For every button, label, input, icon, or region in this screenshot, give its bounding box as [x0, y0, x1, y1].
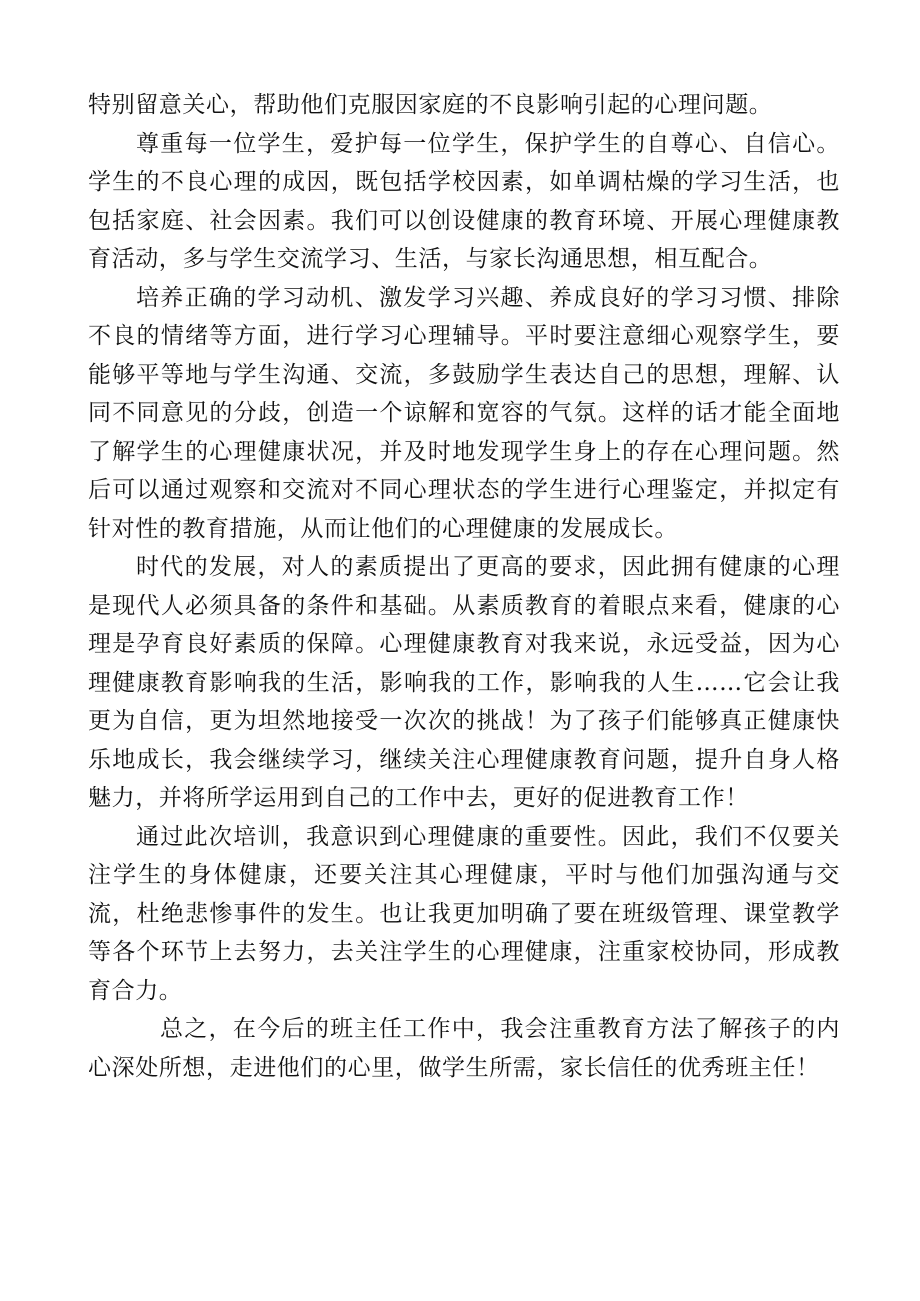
document-body [88, 86, 840, 1087]
paragraph-3: 培养正确的学习动机、激发学习兴趣、养成良好的学习习惯、排除不良的情绪等方面，进行学习心理辅导。平时要注意细心观察学生，要能够平等地与学生沟通、交流，多鼓励学生表达自己的思想，理解、认同不同意见的分歧，创造一个谅解和宽容的气氛。这样的话才能全面地了解学生的心理健康状况，并及时地发现学生身上的存在心理问题。然后可以通过观察和交流对不同心理状态的学生进行心理鉴定，并拟定有针对性的教育措施，从而让他们的心理健康的发展成长。 [88, 284, 840, 542]
paragraph-1: 特别留意关心，帮助他们克服因家庭的不良影响引起的心理问题。 [88, 92, 773, 118]
paragraph-5: 通过此次培训，我意识到心理健康的重要性。因此，我们不仅要关注学生的身体健康，还要关注其心理健康，平时与他们加强沟通与交流，杜绝悲惨事件的发生。也让我更加明确了要在班级管理、课堂教学等各个环节上去努力，去关注学生的心理健康，注重家校协同，形成教育合力。 [88, 823, 840, 1004]
paragraph-4: 时代的发展，对人的素质提出了更高的要求，因此拥有健康的心理是现代人必须具备的条件和基础。从素质教育的着眼点来看，健康的心理是孕育良好素质的保障。心理健康教育对我来说，永远受益，因为心理健康教育影响我的生活，影响我的工作，影响我的人生……它会让我更为自信，更为坦然地接受一次次的挑战！为了孩子们能够真正健康快乐地成长，我会继续学习，继续关注心理健康教育问题，提升自身人格魅力，并将所学运用到自己的工作中去，更好的促进教育工作！ [88, 554, 840, 811]
paragraph-2: 尊重每一位学生，爱护每一位学生，保护学生的自尊心、自信心。学生的不良心理的成因，既包括学校因素，如单调枯燥的学习生活，也包括家庭、社会因素。我们可以创设健康的教育环境、开展心理健康教育活动，多与学生交流学习、生活，与家长沟通思想，相互配合。 [88, 130, 840, 272]
paragraph-6: 总之，在今后的班主任工作中，我会注重教育方法了解孩子的内心深处所想，走进他们的心里，做学生所需，家长信任的优秀班主任！ [88, 1016, 840, 1081]
